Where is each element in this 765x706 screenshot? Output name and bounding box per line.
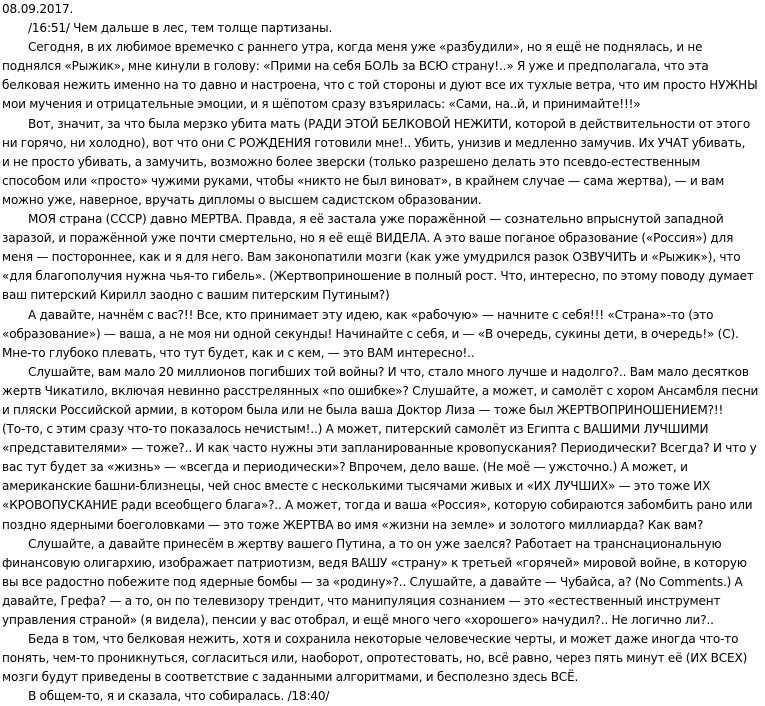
- paragraph-line: мозги будут приведены в соответствие с заданными алгоритмами, и бесполезно здесь ВСЁ.: [2, 670, 579, 685]
- paragraph-line: «для благополучия нужна чья-то гибель». (Жертвоприношение в полный рост. Что, интересно, по этому поводу думает: [2, 269, 754, 284]
- document-date: 08.09.2017.: [2, 2, 74, 16]
- paragraph: [2, 687, 760, 706]
- paragraph: [2, 210, 760, 305]
- paragraph: [2, 630, 760, 687]
- paragraph: [2, 115, 760, 210]
- paragraph-line: американские башни-близнецы, чей снос вместе с несколькими тысячами живых и «ИХ ЛУЧШИХ» — это тоже ИХ: [2, 479, 711, 494]
- paragraph: [2, 38, 760, 114]
- paragraph-line: вас тут будет за «жизнь» — «всегда и периодически»? Впрочем, дело ваше. (Не моё — ужсточно.) А может, и: [2, 460, 688, 475]
- paragraph-line: ни горячо, ни холодно), вот что они С РОЖДЕНИЯ готовили мне!.. Убить, унизив и медленно замучив. Их УЧАТ убивать,: [2, 135, 746, 150]
- paragraph-line: МОЯ страна (СССР) давно МЕРТВА. Правда, я её застала уже поражённой — сознательно впрыснутой западной: [28, 212, 724, 227]
- paragraph-line: давайте, Грефа? — а то, он по телевизору трендит, что манипуляция сознанием — это «естественный инструмент: [2, 593, 721, 608]
- paragraph-line: и не просто убивать, а замучить, возможно более зверски (только разрешено делать это псевдо-естественным: [2, 154, 701, 169]
- paragraph-line: мои мучения и отрицательные эмоции, и я шёпотом сразу взъярилась: «Сами, на..й, и принимайте!!!»: [2, 97, 641, 112]
- paragraph-line: «образование») — ваша, а не моя ни одной секунды! Начинайте с себя, и — «В очередь, сукины дети, в очередь!» (С).: [2, 326, 739, 341]
- paragraph-line: Мне-то глубоко плевать, что тут будет, как и с кем, — это ВАМ интересно!..: [2, 345, 475, 360]
- paragraph-line: ваш питерский Кирилл заодно с вашим питерским Путиным?): [2, 288, 390, 303]
- paragraph-line: жертв Чикатило, включая невинно расстрелянных «по ошибке»? Слушайте, а может, и самолёт с хором Ансамбля песни: [2, 383, 759, 398]
- paragraph: [2, 363, 760, 535]
- paragraph-line: (То-то, с этим сразу что-то показалось нечистым!..) А может, питерский самолёт из Египта с ВАШИМИ ЛУЧШИМИ: [2, 422, 709, 437]
- paragraph-line: управления страной» (я видела), пенсии у вас отобрал, и ещё много чего «хорошего» начудил?.. Не логично ли?..: [2, 613, 714, 627]
- paragraph-line: способом или «просто» чужими руками, чтобы «никто не был виноват», в крайнем случае — сама жертва), — и вам: [2, 173, 725, 188]
- paragraph-line: Сегодня, в их любимое времечко с раннего утра, когда меня уже «разбудили», но я ещё не поднялась, и не: [28, 40, 703, 55]
- paragraph-line: «представителями» — тоже?.. И как часто нужны эти запланированные кровопускания? Периодически? Всегда? И что у: [2, 441, 757, 456]
- paragraph-line: понять, чем-то проникнуться, согласиться или, наоборот, опротестовать, но, всё равно, через пять минут её (ИХ ВСЕХ): [2, 651, 748, 666]
- paragraph-line: поднялся «Рыжик», мне кинули в голову: «Прими на себя БОЛЬ за ВСЮ страну!..» Я уже и предполагала, что эта: [2, 59, 709, 74]
- document-body: [2, 0, 760, 706]
- paragraph-line: и пляски Российской армии, в котором была или не была ваша Доктор Лиза — тоже был ЖЕРТВОПРИНОШЕНИЕМ?!!: [2, 402, 724, 417]
- paragraph-line: финансовую олигархию, изображает патриотизм, ведя ВАШУ «страну» к третьей «горячей» мировой войне, в которую: [2, 555, 747, 570]
- paragraph-line: заразой, и поражённой уже почти смертельно, но я её ещё ВИДЕЛА. А это ваше поганое образование («Россия») для: [2, 231, 734, 246]
- paragraph-line: меня — постороннее, как и я для него. Вам законопатили мозги (как уже умудрился разок ОЗВУЧИТЬ и «Рыжик»), что: [2, 250, 741, 265]
- paragraph: [2, 535, 760, 630]
- paragraph-line: «КРОВОПУСКАНИЕ ради всеобщего блага»?.. А может, тогда и ваша «Россия», которую собираются забомбить рано или: [2, 498, 753, 513]
- paragraph-line: поздно ядерными боеголовками — это тоже ЖЕРТВА во имя «жизни на земле» и золотого миллиарда? Как вам?: [2, 517, 704, 532]
- paragraph-line: белковая нежить именно на то давно и настроена, что с той стороны и дуют все их тухлые ветра, что им просто НУЖНЫ: [2, 78, 758, 93]
- paragraph-line: А давайте, начнём с вас?!! Все, кто принимает эту идею, как «рабочую» — начните с себя!!! «Страна»-то (это: [28, 307, 714, 322]
- paragraph-line: Вот, значит, за что была мерзко убита мать (РАДИ ЭТОЙ БЕЛКОВОЙ НЕЖИТИ, которой в действительности от этого: [28, 116, 751, 131]
- paragraph-line: /16:51/ Чем дальше в лес, тем толще партизаны.: [28, 21, 333, 36]
- paragraph-line: Беда в том, что белковая нежить, хотя и сохранила некоторые человеческие черты, и может даже иногда что-то: [28, 632, 739, 647]
- paragraphs-container: [2, 19, 760, 706]
- paragraph-line: Слушайте, а давайте принесём в жертву вашего Путина, а то он уже заелся? Работает на транснациональную: [28, 536, 722, 551]
- paragraph-line: можно уже, наверное, вручать дипломы о высшем садистском образовании.: [2, 192, 482, 207]
- paragraph: [2, 19, 760, 38]
- paragraph-line: вы все радостно побежите под ядерные бомбы — за «родину»?.. Слушайте, а давайте — Чубайса, а? (No Comments.) А: [2, 574, 743, 589]
- paragraph-line: Слушайте, вам мало 20 миллионов погибших той войны? И что, стало много лучше и надолго?.. Вам мало десятков: [28, 364, 749, 379]
- paragraph: [2, 306, 760, 363]
- paragraph-line: В общем-то, я и сказала, что собиралась. /18:40/: [28, 689, 330, 704]
